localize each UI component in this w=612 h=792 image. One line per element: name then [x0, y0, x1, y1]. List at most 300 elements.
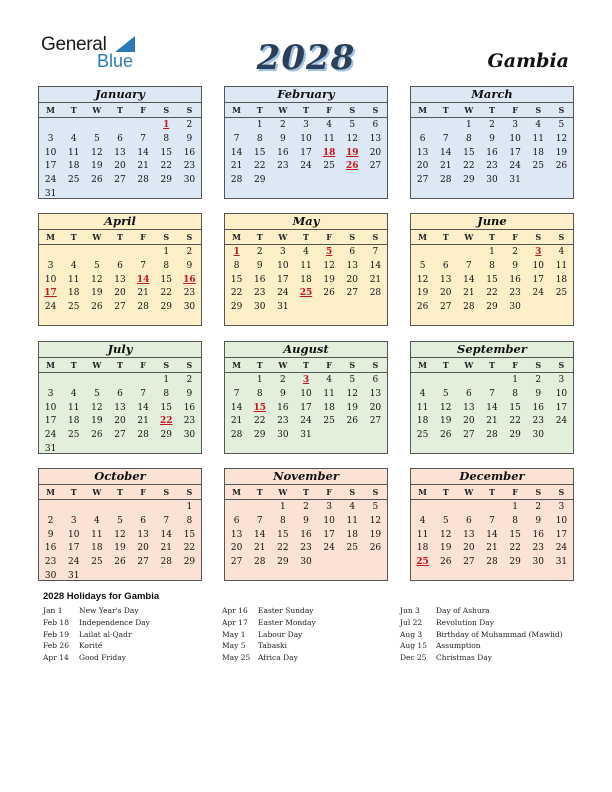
day-cell: 21: [137, 161, 149, 172]
weekday-label: S: [372, 105, 379, 115]
day-cell: 25: [346, 543, 358, 554]
day-cell: 17: [277, 274, 289, 285]
day-cell: 13: [439, 274, 452, 285]
holiday-date: Jun 3: [400, 606, 420, 615]
day-cell: 21: [486, 416, 498, 427]
day-cell: 13: [369, 133, 382, 144]
weekday-label: S: [372, 360, 379, 370]
day-cell: 6: [233, 515, 240, 526]
week-row: [225, 529, 387, 543]
week-row: [225, 174, 387, 188]
weekday-label: W: [92, 232, 102, 242]
day-cell: 1: [489, 247, 495, 257]
day-cell: 4: [70, 388, 77, 399]
weekday-label: S: [558, 487, 565, 497]
day-cell: 16: [183, 147, 196, 158]
day-cell: 14: [230, 147, 243, 158]
weekday-label: S: [163, 360, 170, 370]
day-cell: 4: [93, 515, 100, 526]
empty-day-cell: [318, 174, 341, 188]
day-cell: 5: [93, 133, 100, 144]
month-february: [224, 86, 388, 199]
weekday-label: M: [418, 232, 427, 242]
day-cell: 14: [137, 402, 149, 413]
weekday-label: T: [489, 487, 495, 497]
day-cell: 9: [279, 388, 286, 399]
empty-day-cell: [341, 174, 364, 188]
week-row: [411, 429, 573, 443]
week-row: [39, 174, 201, 188]
weekday-label: S: [558, 232, 565, 242]
day-cell: 6: [117, 133, 123, 144]
day-cell: 2: [489, 120, 495, 130]
holiday-row: [222, 629, 316, 641]
day-cell: 5: [372, 502, 379, 512]
week-row: [411, 147, 573, 161]
empty-day-cell: [85, 501, 108, 515]
weekday-label: T: [303, 232, 309, 242]
day-cell: 7: [233, 133, 240, 144]
day-cell: 6: [419, 133, 426, 144]
day-cell: 19: [114, 543, 126, 554]
day-cell: 9: [512, 260, 518, 271]
weekday-label: M: [232, 487, 241, 497]
day-cell: 25: [323, 161, 335, 172]
day-cell: 11: [67, 147, 80, 158]
empty-day-cell: [341, 556, 364, 570]
weekday-label: M: [46, 105, 55, 115]
day-cell: 21: [137, 416, 149, 427]
week-row: [39, 402, 201, 416]
holiday-name: Day of Ashura: [436, 606, 490, 615]
week-row: [225, 388, 387, 402]
day-cell: 24: [277, 288, 289, 299]
day-cell: 6: [117, 260, 123, 271]
day-cell: 27: [463, 557, 475, 568]
day-cell: 29: [230, 302, 243, 313]
day-cell: 22: [486, 288, 498, 299]
day-cell: 6: [117, 388, 123, 399]
day-cell: 10: [44, 147, 57, 158]
empty-day-cell: [132, 374, 155, 388]
day-cell: 26: [555, 161, 568, 172]
weekday-label: M: [232, 232, 241, 242]
day-cell: 18: [532, 147, 544, 158]
day-cell: 29: [253, 175, 266, 186]
day-cell: 22: [160, 161, 172, 172]
day-cell: 13: [369, 388, 382, 399]
day-cell: 31: [555, 557, 568, 568]
day-cell: 16: [300, 529, 312, 540]
week-row: [39, 260, 201, 274]
day-cell: 8: [163, 388, 170, 399]
empty-day-cell: [225, 501, 248, 515]
day-cell: 28: [253, 557, 266, 568]
empty-day-cell: [457, 374, 480, 388]
weekday-label: W: [464, 487, 474, 497]
day-cell: 9: [186, 260, 193, 271]
day-cell: 27: [369, 416, 382, 427]
day-cell: 5: [442, 388, 449, 399]
weekday-label: M: [232, 105, 241, 115]
empty-day-cell: [527, 301, 550, 315]
day-cell: 22: [253, 416, 266, 427]
day-cell: 19: [369, 529, 382, 540]
weekday-label: T: [70, 232, 77, 242]
day-cell: 13: [114, 147, 126, 158]
weekday-label: T: [303, 487, 309, 497]
day-cell: 8: [279, 515, 286, 526]
day-cell: 21: [253, 543, 266, 554]
weekday-label: W: [278, 232, 288, 242]
day-cell: 21: [230, 161, 243, 172]
empty-day-cell: [85, 570, 108, 584]
day-cell: 7: [233, 388, 240, 399]
holiday-name: Easter Sunday: [258, 606, 314, 615]
week-row: [411, 133, 573, 147]
day-cell: 6: [465, 515, 472, 526]
day-cell: 6: [465, 388, 472, 399]
empty-day-cell: [39, 246, 62, 260]
day-cell: 25: [323, 416, 335, 427]
week-row: [39, 515, 201, 529]
holiday-column: [400, 605, 563, 664]
weekday-header: [39, 358, 201, 373]
week-row: [411, 388, 573, 402]
day-cell: 21: [369, 274, 382, 285]
weekday-label: F: [512, 487, 518, 497]
day-cell: 28: [486, 430, 498, 441]
weekday-label: T: [442, 487, 449, 497]
holiday-date: Feb 26: [43, 641, 69, 651]
day-cell: 3: [558, 375, 565, 385]
day-cell: 21: [160, 543, 172, 554]
empty-day-cell: [457, 501, 480, 515]
week-row: [39, 160, 201, 174]
day-cell: 21: [439, 161, 452, 172]
day-cell: 26: [439, 557, 452, 568]
day-cell: 19: [91, 288, 103, 299]
day-cell: 26: [114, 557, 126, 568]
holiday-date: May 5: [222, 641, 246, 651]
day-cell: 20: [369, 147, 382, 158]
empty-day-cell: [85, 119, 108, 133]
weekday-label: S: [558, 105, 565, 115]
day-cell: 29: [509, 430, 521, 441]
day-cell: 24: [509, 161, 521, 172]
day-cell: 3: [47, 260, 54, 271]
day-cell: 14: [369, 260, 382, 271]
week-row: [39, 246, 201, 260]
day-cell: 10: [44, 402, 57, 413]
empty-day-cell: [132, 501, 155, 515]
holidays-title: 2028 Holidays for Gambia: [43, 591, 160, 602]
day-cell: 15: [486, 274, 498, 285]
weekday-label: W: [464, 232, 474, 242]
day-cell: 7: [442, 133, 449, 144]
week-row: [411, 174, 573, 188]
empty-day-cell: [411, 501, 434, 515]
day-cell: 4: [558, 247, 565, 257]
day-cell: 20: [416, 161, 429, 172]
holiday-name: Independence Day: [79, 617, 150, 627]
day-cell: 30: [532, 430, 544, 441]
day-cell: 11: [323, 133, 335, 144]
weekday-label: T: [442, 105, 449, 115]
day-cell: 12: [91, 274, 103, 285]
holiday-date: Jan 1: [43, 606, 63, 615]
day-cell: 25: [67, 302, 80, 313]
day-cell: 4: [419, 388, 426, 399]
empty-day-cell: [457, 246, 480, 260]
day-cell: 8: [256, 133, 263, 144]
weekday-label: W: [92, 487, 102, 497]
week-row: [411, 246, 573, 260]
day-cell: 30: [44, 570, 57, 581]
month-march: [410, 86, 574, 199]
weekday-header: [225, 485, 387, 500]
day-cell: 30: [300, 557, 312, 568]
holiday-date: Feb 19: [43, 629, 69, 639]
day-cell: 24: [300, 416, 312, 427]
weekday-label: S: [163, 487, 170, 497]
day-cell: 8: [465, 133, 472, 144]
week-row: [225, 542, 387, 556]
day-cell: 30: [183, 302, 196, 313]
day-cell: 5: [442, 515, 449, 526]
day-cell: 17: [509, 147, 521, 158]
day-cell: 12: [346, 133, 358, 144]
day-cell: 12: [346, 388, 358, 399]
day-cell: 12: [91, 147, 103, 158]
empty-day-cell: [294, 174, 317, 188]
holiday-day-cell: 25: [299, 288, 313, 299]
weekday-label: F: [512, 360, 518, 370]
month-august: [224, 341, 388, 454]
day-cell: 8: [163, 260, 170, 271]
day-cell: 23: [532, 416, 544, 427]
holiday-day-cell: 26: [346, 161, 359, 172]
week-row: [39, 374, 201, 388]
day-cell: 11: [323, 388, 335, 399]
day-cell: 26: [323, 288, 335, 299]
weekday-header: [39, 230, 201, 245]
holiday-day-cell: 22: [160, 416, 173, 427]
day-cell: 26: [439, 430, 452, 441]
weekday-label: M: [46, 232, 55, 242]
day-cell: 17: [300, 402, 312, 413]
day-cell: 16: [253, 274, 266, 285]
empty-day-cell: [85, 246, 108, 260]
empty-day-cell: [39, 501, 62, 515]
weekday-label: T: [70, 105, 77, 115]
empty-day-cell: [341, 429, 364, 443]
empty-day-cell: [318, 429, 341, 443]
week-row: [411, 287, 573, 301]
day-cell: 19: [416, 288, 429, 299]
week-row: [411, 260, 573, 274]
weekday-label: T: [442, 232, 449, 242]
day-cell: 18: [555, 274, 568, 285]
holiday-name: Revolution Day: [436, 617, 494, 627]
day-cell: 10: [44, 274, 57, 285]
weekday-label: W: [464, 360, 474, 370]
day-cell: 6: [372, 375, 379, 385]
day-cell: 3: [303, 120, 309, 130]
weekday-label: T: [489, 360, 495, 370]
holiday-column: [222, 605, 316, 664]
empty-day-cell: [550, 429, 573, 443]
week-row: [225, 301, 387, 315]
month-may: [224, 213, 388, 326]
day-cell: 20: [346, 274, 358, 285]
weekday-header: [225, 230, 387, 245]
day-cell: 30: [509, 302, 521, 313]
weekday-label: F: [512, 232, 518, 242]
day-cell: 23: [300, 543, 312, 554]
holiday-name: Africa Day: [258, 653, 298, 663]
holiday-name: Lailat al-Qadr: [79, 629, 132, 639]
day-cell: 30: [277, 430, 289, 441]
day-cell: 11: [67, 402, 80, 413]
day-cell: 9: [186, 388, 193, 399]
weekday-label: S: [349, 105, 356, 115]
weekday-label: T: [70, 487, 77, 497]
weekday-label: T: [117, 360, 123, 370]
day-cell: 15: [509, 529, 521, 540]
day-cell: 10: [300, 388, 312, 399]
day-cell: 16: [44, 543, 57, 554]
empty-day-cell: [108, 374, 131, 388]
day-cell: 10: [555, 515, 568, 526]
weekday-label: T: [256, 360, 263, 370]
holiday-row: [222, 652, 316, 664]
day-cell: 14: [253, 529, 266, 540]
month-title: September: [411, 342, 573, 358]
day-cell: 6: [372, 120, 379, 130]
day-cell: 24: [44, 175, 57, 186]
weekday-label: T: [442, 360, 449, 370]
day-cell: 18: [67, 416, 80, 427]
day-cell: 24: [44, 430, 57, 441]
holiday-date: May 1: [222, 629, 246, 639]
day-cell: 22: [160, 288, 172, 299]
day-cell: 3: [558, 502, 565, 512]
day-cell: 8: [233, 260, 240, 271]
day-cell: 20: [369, 402, 382, 413]
week-row: [411, 542, 573, 556]
week-row: [225, 274, 387, 288]
day-cell: 26: [346, 416, 358, 427]
month-november: [224, 468, 388, 581]
holiday-name: Christmas Day: [436, 653, 492, 663]
holiday-day-cell: 1: [233, 247, 240, 257]
month-title: October: [39, 469, 201, 485]
day-cell: 1: [163, 375, 170, 385]
holiday-row: [222, 640, 316, 652]
weekday-label: S: [535, 360, 542, 370]
holiday-day-cell: 1: [163, 120, 170, 130]
empty-day-cell: [155, 501, 178, 515]
day-cell: 17: [532, 274, 544, 285]
weekday-label: S: [372, 487, 379, 497]
week-row: [225, 119, 387, 133]
day-cell: 22: [230, 288, 243, 299]
day-cell: 27: [137, 557, 149, 568]
week-row: [225, 147, 387, 161]
week-row: [411, 274, 573, 288]
week-row: [225, 429, 387, 443]
month-december: [410, 468, 574, 581]
week-row: [411, 501, 573, 515]
week-row: [225, 160, 387, 174]
day-cell: 14: [160, 529, 172, 540]
day-cell: 28: [463, 302, 475, 313]
week-row: [39, 133, 201, 147]
empty-day-cell: [480, 374, 503, 388]
weekday-label: M: [418, 105, 427, 115]
week-row: [225, 402, 387, 416]
day-cell: 20: [114, 288, 126, 299]
day-cell: 27: [369, 161, 382, 172]
day-cell: 29: [183, 557, 196, 568]
empty-day-cell: [132, 119, 155, 133]
weekday-label: F: [140, 487, 146, 497]
month-title: December: [411, 469, 573, 485]
week-row: [39, 443, 201, 457]
day-cell: 28: [137, 430, 149, 441]
holiday-date: Apr 16: [222, 606, 248, 615]
day-cell: 19: [439, 543, 452, 554]
week-row: [411, 515, 573, 529]
day-cell: 31: [300, 430, 312, 441]
day-cell: 20: [137, 543, 149, 554]
holiday-day-cell: 17: [44, 288, 57, 299]
day-cell: 9: [186, 133, 193, 144]
day-cell: 15: [463, 147, 475, 158]
holiday-row: [400, 617, 563, 629]
day-cell: 14: [486, 529, 498, 540]
day-cell: 9: [535, 515, 542, 526]
day-cell: 6: [349, 247, 356, 257]
day-cell: 6: [140, 515, 146, 526]
day-cell: 12: [369, 515, 382, 526]
empty-day-cell: [62, 246, 85, 260]
day-cell: 16: [277, 147, 289, 158]
day-cell: 27: [439, 302, 452, 313]
day-cell: 25: [532, 161, 544, 172]
holiday-row: [43, 605, 150, 617]
day-cell: 27: [346, 288, 358, 299]
weekday-label: S: [163, 105, 170, 115]
empty-day-cell: [62, 443, 85, 457]
holiday-row: [43, 652, 150, 664]
month-october: [38, 468, 202, 581]
day-cell: 16: [509, 274, 521, 285]
weekday-label: M: [418, 360, 427, 370]
weekday-label: W: [464, 105, 474, 115]
weekday-label: M: [232, 360, 241, 370]
weekday-label: S: [186, 105, 193, 115]
day-cell: 27: [114, 430, 126, 441]
week-row: [39, 119, 201, 133]
day-cell: 15: [277, 529, 289, 540]
day-cell: 5: [117, 515, 123, 526]
day-cell: 20: [439, 288, 452, 299]
day-cell: 14: [439, 147, 452, 158]
empty-day-cell: [550, 174, 573, 188]
holiday-name: Tabaski: [258, 641, 287, 651]
